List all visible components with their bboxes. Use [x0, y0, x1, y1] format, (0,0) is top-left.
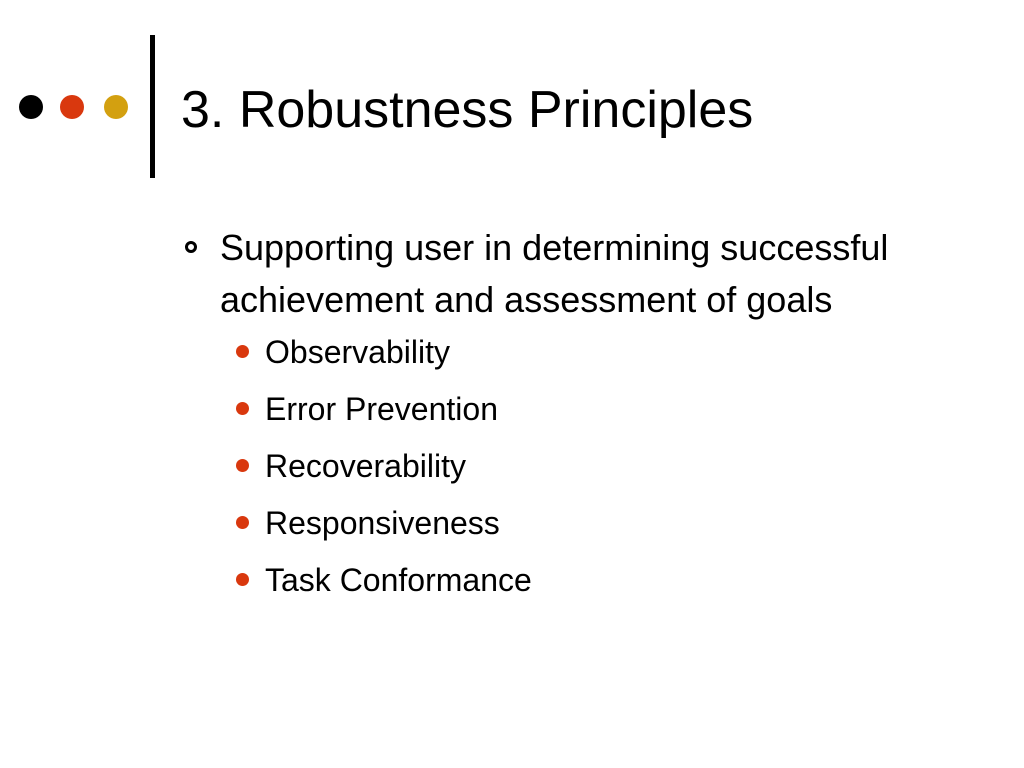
- sub-bullet-item: [235, 332, 973, 372]
- sub-bullet-dot-icon: [236, 573, 249, 586]
- main-bullet-text: Supporting user in determining successful achievement and assessment of goals: [220, 227, 889, 320]
- sub-bullet-item: [235, 560, 973, 600]
- sub-bullet-text: Responsiveness: [265, 505, 500, 541]
- sub-bullet-dot-icon: [236, 516, 249, 529]
- title-divider: [150, 35, 155, 178]
- sub-bullet-text: Error Prevention: [265, 391, 498, 427]
- sub-bullet-item: [235, 503, 973, 543]
- sub-bullet-text: Recoverability: [265, 448, 466, 484]
- sub-bullet-dot-icon: [236, 345, 249, 358]
- sub-bullet-dot-icon: [236, 459, 249, 472]
- decorative-dot-gold: [104, 95, 128, 119]
- sub-bullet-text: Observability: [265, 334, 450, 370]
- main-bullet-item: [183, 222, 973, 326]
- slide-title: 3. Robustness Principles: [181, 81, 754, 139]
- sub-bullet-list: [183, 332, 973, 600]
- sub-bullet-item: [235, 446, 973, 486]
- decorative-dot-black: [19, 95, 43, 119]
- slide-content: [183, 222, 973, 617]
- sub-bullet-text: Task Conformance: [265, 562, 532, 598]
- sub-bullet-dot-icon: [236, 402, 249, 415]
- sub-bullet-item: [235, 389, 973, 429]
- ring-bullet-icon: [185, 241, 197, 253]
- decorative-dot-orange: [60, 95, 84, 119]
